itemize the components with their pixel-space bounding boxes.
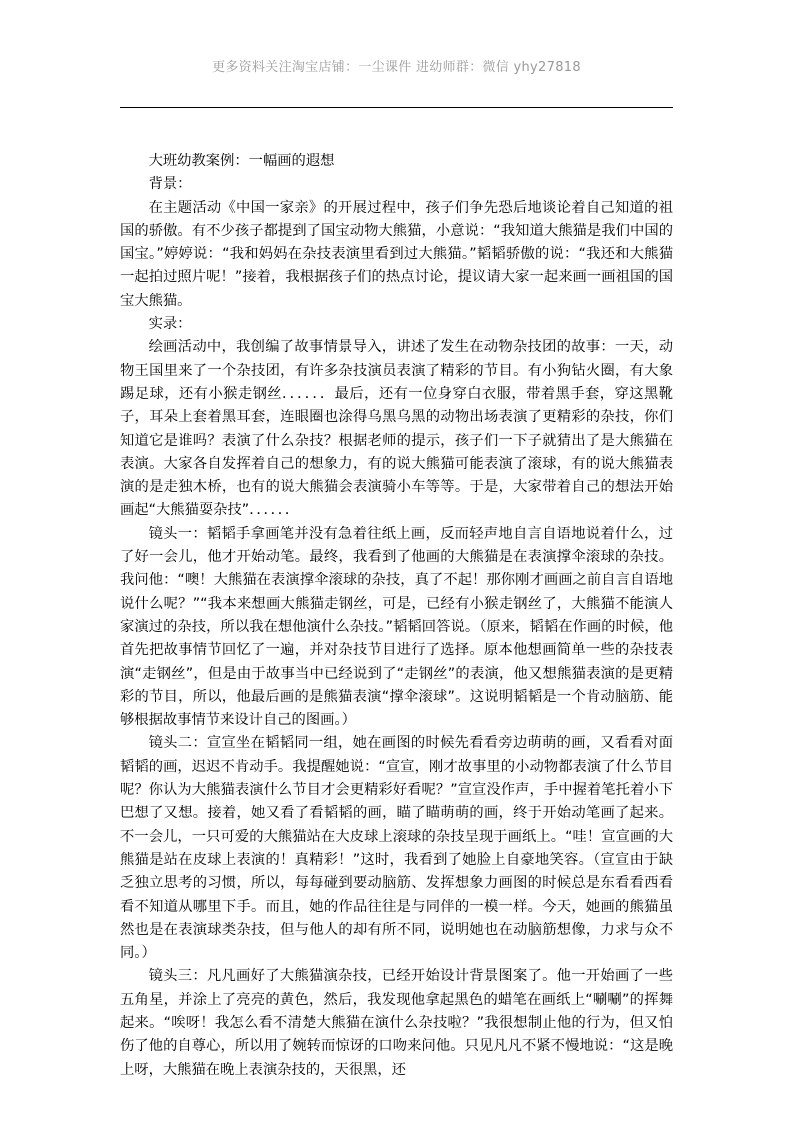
- document-body: [120, 150, 673, 1082]
- document-title: 大班幼教案例：一幅画的遐想: [148, 153, 335, 169]
- section-heading-background: 背景：: [148, 176, 192, 193]
- paragraph-scene-two: 镜头二：宣宣坐在韬韬同一组，她在画图的时候先看看旁边萌萌的画，又看看对面韬韬的画，迟迟不肯动手。我提醒她说：“宣宣，刚才故事里的小动物都表演了什么节目呢？你认为大熊猫表演什么节目才会更精彩好看呢？”宣宣没作声，手中握着笔托着小下巴想了又想。接着，她又看了看韬韬的画，瞄了瞄萌萌的画，终于开始动笔画了起来。不一会儿，一只可爱的大熊猫站在大皮球上滚球的杂技呈现于画纸上。“哇！宣宣画的大熊猫是站在皮球上表演的！真精彩！”这时，我看到了她脸上自豪地笑容。（宣宣由于缺乏独立思考的习惯，所以，每每碰到要动脑筋、发挥想象力画图的时候总是东看看西看看不知道从哪里下手。而且，她的作品往往是与同伴的一模一样。今天，她画的熊猫虽然也是在表演球类杂技，但与他人的却有所不同，说明她也在动脑筋想像，力求与众不同。）: [120, 735, 673, 962]
- header-divider: [120, 107, 673, 108]
- paragraph-scene-one: 镜头一：韬韬手拿画笔并没有急着往纸上画，反而轻声地自言自语地说着什么，过了好一会儿，他才开始动笔。最终，我看到了他画的大熊猫是在表演撑伞滚球的杂技。我问他：“噢！大熊猫在表演撑伞滚球的杂技，真了不起！那你刚才画画之前自言自语地说什么呢？”“我本来想画大熊猫走钢丝，可是，已经有小猴走钢丝了，大熊猫不能演人家演过的杂技，所以我在想他演什么杂技。”韬韬回答说。（原来，韬韬在作画的时候，他首先把故事情节回忆了一遍，并对杂技节目进行了选择。原本他想画简单一些的杂技表演“走钢丝”，但是由于故事当中已经说到了“走钢丝”的表演，他又想熊猫表演的是更精彩的节目，所以，他最后画的是熊猫表演“撑伞滚球”。这说明韬韬是一个肯动脑筋、能够根据故事情节来设计自己的图画。）: [120, 525, 673, 729]
- paragraph-scene-three: 镜头三：凡凡画好了大熊猫演杂技，已经开始设计背景图案了。他一开始画了一些五角星，并涂上了亮亮的黄色，然后，我发现他拿起黑色的蜡笔在画纸上“唰唰”的挥舞起来。“唉呀！我怎么看不清楚大熊猫在演什么杂技啦？”我很想制止他的行为，但又怕伤了他的自尊心，所以用了婉转而惊讶的口吻来问他。只见凡凡不紧不慢地说：“这是晚上呀，大熊猫在晚上表演杂技的，天很黑，还: [120, 968, 673, 1078]
- section-heading-record: 实录：: [148, 316, 192, 333]
- paragraph-background: 在主题活动《中国一家亲》的开展过程中，孩子们争先恐后地谈论着自己知道的祖国的骄傲。有不少孩子都提到了国宝动物大熊猫，小意说：“我知道大熊猫是我们中国的国宝。”婷婷说：“我和妈妈在杂技表演里看到过大熊猫。”韬韬骄傲的说：“我还和大熊猫一起拍过照片呢！”接着，我根据孩子们的热点讨论，提议请大家一起来画一画祖国的国宝大熊猫。: [120, 199, 673, 309]
- page-header-watermark: 更多资料关注淘宝店铺：一尘课件 进幼师群：微信 yhy27818: [212, 60, 581, 75]
- paragraph-record: 绘画活动中，我创编了故事情景导入，讲述了发生在动物杂技团的故事：一天，动物王国里来了一个杂技团，有许多杂技演员表演了精彩的节目。有小狗钻火圈，有大象踢足球，还有小猴走钢丝．．．．．．最后，还有一位身穿白衣服，带着黑手套，穿这黑靴子，耳朵上套着黑耳套，连眼圈也涂得乌黑乌黑的动物出场表演了更精彩的杂技，你们知道它是谁吗？表演了什么杂技？根据老师的提示，孩子们一下子就猜出了是大熊猫在表演。大家各自发挥着自己的想象力，有的说大熊猫可能表演了滚球，有的说大熊猫表演的是走独木桥，也有的说大熊猫会表演骑小车等等。于是，大家带着自己的想法开始画起“大熊猫耍杂技”．．．．．．: [120, 339, 673, 519]
